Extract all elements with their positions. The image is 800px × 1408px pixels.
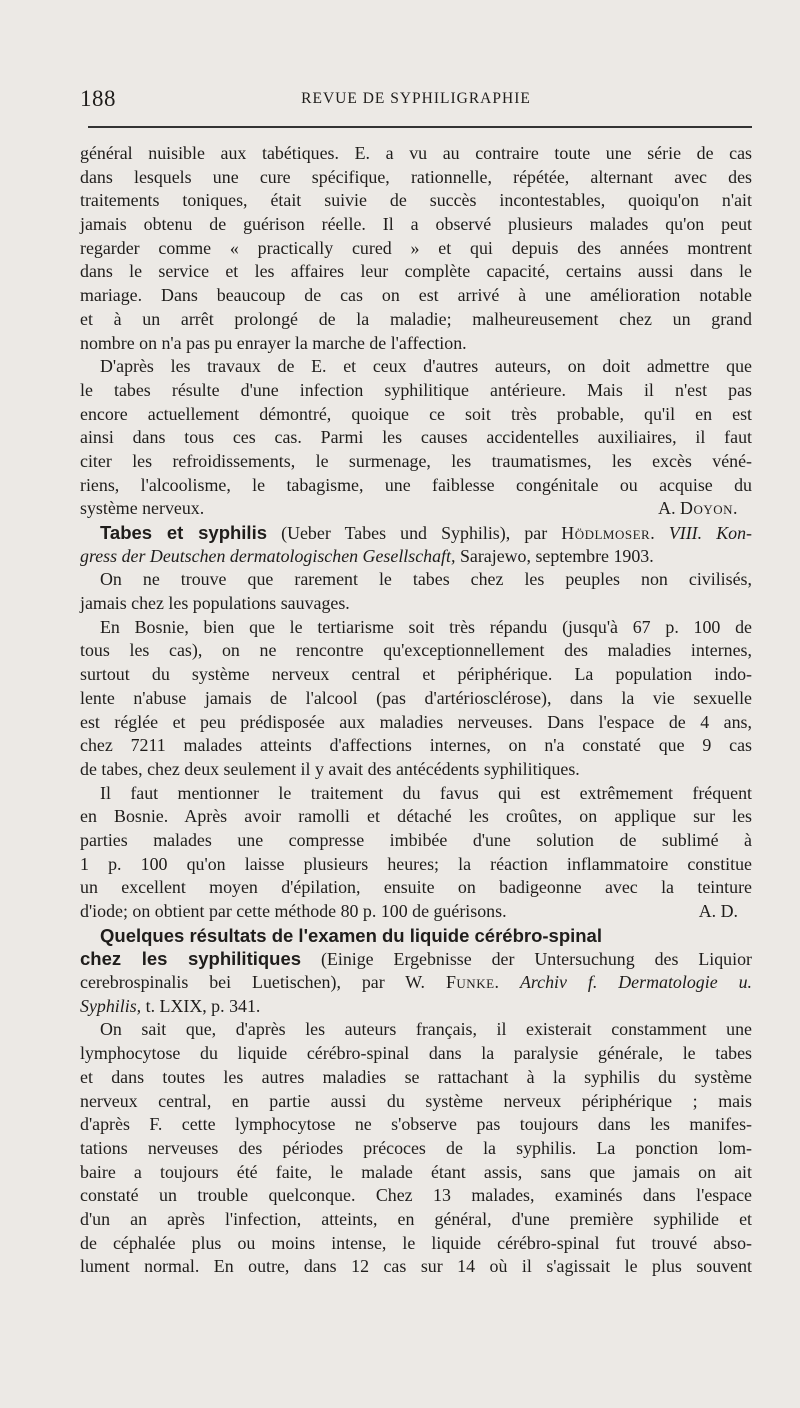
- text-line: le tabes résulte d'une infection syphilitique antérieure. Mais il n'est pas: [80, 379, 752, 400]
- running-title: REVUE DE SYPHILIGRAPHIE: [301, 90, 531, 107]
- line-segment: (Einige Ergebnisse der Untersuchung des Liquior: [301, 949, 753, 970]
- text-line: encore actuellement démontré, quoique ce soit très probable, qu'il en est: [80, 403, 752, 424]
- text-line: traitements toniques, était suivie de succès incontestables, quoiqu'on n'ait: [80, 190, 752, 211]
- text-line: nombre on n'a pas pu enrayer la marche de l'affection.: [80, 332, 467, 353]
- line-segment: Funke: [445, 972, 495, 993]
- text-line: [80, 497, 752, 521]
- text-line: tous les cas), on ne rencontre qu'exceptionnellement des maladies internes,: [80, 640, 752, 661]
- text-line: riens, l'alcoolisme, le tabagisme, une faiblesse congénitale ou acquise du: [80, 474, 752, 495]
- text-line: dans le service et les affaires leur complète capacité, certains aussi dans le: [80, 261, 752, 282]
- line-segment: (Ueber Tabes und Syphilis), par: [267, 523, 562, 543]
- text-line: d'un an après l'infection, atteints, en général, d'une première syphilide et: [80, 1208, 752, 1229]
- text-line: On sait que, d'après les auteurs français, il existerait constamment une: [100, 1019, 752, 1040]
- text-line: Il faut mentionner le traitement du favus qui est extrêmement fréquent: [100, 782, 752, 803]
- text-line: [80, 971, 752, 995]
- page-number: 188: [80, 86, 116, 111]
- text-line: En Bosnie, bien que le tertiarisme soit très répandu (jusqu'à 67 p. 100 de: [100, 616, 752, 637]
- article-body: [80, 142, 752, 1279]
- line-segment: Hödlmoser: [561, 523, 651, 543]
- line-segment: Archiv f. Dermatologie u.: [519, 972, 752, 993]
- text-line: constaté un trouble quelconque. Chez 13 malades, examinés dans l'espace: [80, 1185, 752, 1206]
- signature-initial: A.: [658, 498, 681, 519]
- line-segment: .: [494, 972, 520, 993]
- text-line: de tabes, chez deux seulement il y avait des antécédents syphilitiques.: [80, 758, 580, 779]
- line-segment: Syphilis,: [80, 995, 142, 1016]
- signature-name: Doyon.: [680, 498, 738, 519]
- line-text: d'iode; on obtient par cette méthode 80 p. 100 de guérisons.: [80, 901, 507, 921]
- line-segment: t. LXIX, p. 341.: [141, 995, 261, 1016]
- text-line: tations nerveuses des périodes précoces de la syphilis. La ponction lom-: [80, 1137, 752, 1158]
- page-header: [80, 86, 752, 116]
- section-heading: Tabes et syphilis: [100, 522, 267, 543]
- text-line: un excellent moyen d'épilation, ensuite on badigeonne avec la teinture: [80, 877, 752, 898]
- text-line: général nuisible aux tabétiques. E. a vu au contraire toute une série de cas: [80, 143, 752, 163]
- text-line: [80, 900, 752, 924]
- text-line: en Bosnie. Après avoir ramolli et détaché les croûtes, on applique sur les: [80, 806, 752, 827]
- text-line: lente n'abuse jamais de l'alcool (pas d'artériosclérose), dans la vie sexuelle: [80, 687, 752, 708]
- section-heading: Quelques résultats de l'examen du liquide cérébro-spinal: [100, 924, 602, 946]
- text-line: jamais chez les populations sauvages.: [80, 593, 350, 614]
- text-line: 1 p. 100 qu'on laisse plusieurs heures; la réaction inflammatoire constitue: [80, 853, 752, 874]
- text-line: d'après F. cette lymphocytose ne s'observe pas toujours dans les manifes-: [80, 1114, 752, 1135]
- text-line: parties malades une compresse imbibée d'une solution de sublimé à: [80, 829, 752, 850]
- text-line: surtout du système nerveux central et périphérique. La population indo-: [80, 664, 752, 685]
- text-line: [80, 521, 752, 545]
- text-line: nerveux central, en partie aussi du système nerveux périphérique ; mais: [80, 1090, 752, 1111]
- text-line: chez 7211 malades atteints d'affections internes, on n'a constaté que 9 cas: [80, 735, 752, 756]
- text-line: et dans toutes les autres maladies se rattachant à la syphilis du système: [80, 1066, 752, 1087]
- text-line: et à un arrêt prolongé de la maladie; malheureusement chez un grand: [80, 308, 752, 329]
- text-line: On ne trouve que rarement le tabes chez les peuples non civilisés,: [100, 569, 752, 590]
- text-line: mariage. Dans beaucoup de cas on est arrivé à une amélioration notable: [80, 285, 752, 306]
- text-line: dans lesquels une cure spécifique, rationnelle, répétée, alternant avec des: [80, 166, 752, 187]
- text-line: citer les refroidissements, le surmenage, les traumatismes, les excès véné-: [80, 450, 752, 471]
- text-line: [80, 995, 752, 1019]
- text-line: [80, 947, 752, 971]
- text-line: D'après les travaux de E. et ceux d'autres auteurs, on doit admettre que: [100, 356, 752, 377]
- line-segment: gress der Deutschen dermatologischen Gesellschaft,: [80, 545, 456, 566]
- text-line: de céphalée plus ou moins intense, le liquide cérébro-spinal fut trouvé abso-: [80, 1232, 752, 1253]
- section-heading: chez les syphilitiques: [80, 948, 302, 970]
- line-segment: Sarajewo, septembre 1903.: [455, 545, 654, 566]
- line-segment: .: [650, 523, 669, 543]
- text-line: [80, 545, 752, 569]
- author-signature: [699, 900, 752, 924]
- line-text: système nerveux.: [80, 498, 205, 519]
- text-line: ainsi dans tous ces cas. Parmi les causes accidentelles auxiliaires, il faut: [80, 427, 752, 448]
- header-rule: [88, 126, 752, 128]
- line-segment: cerebrospinalis bei Luetischen), par W.: [80, 972, 446, 993]
- text-line: est réglée et peu prédisposée aux maladies nerveuses. Dans l'espace de 4 ans,: [80, 711, 752, 732]
- text-line: lument normal. En outre, dans 12 cas sur 14 où il s'agissait le plus souvent: [80, 1256, 752, 1277]
- text-line: regarder comme « practically cured » et qui depuis des années montrent: [80, 237, 752, 258]
- line-segment: VIII. Kon-: [668, 523, 752, 543]
- text-line: lymphocytose du liquide cérébro-spinal dans la paralysie générale, le tabes: [80, 1043, 752, 1064]
- text-line: baire a toujours été faite, le malade étant assis, sans que jamais on ait: [80, 1161, 752, 1182]
- signature-name: A. D.: [698, 901, 738, 921]
- author-signature: [658, 497, 752, 521]
- text-line: [80, 924, 752, 948]
- text-line: jamais obtenu de guérison réelle. Il a observé plusieurs malades qu'on peut: [80, 214, 752, 235]
